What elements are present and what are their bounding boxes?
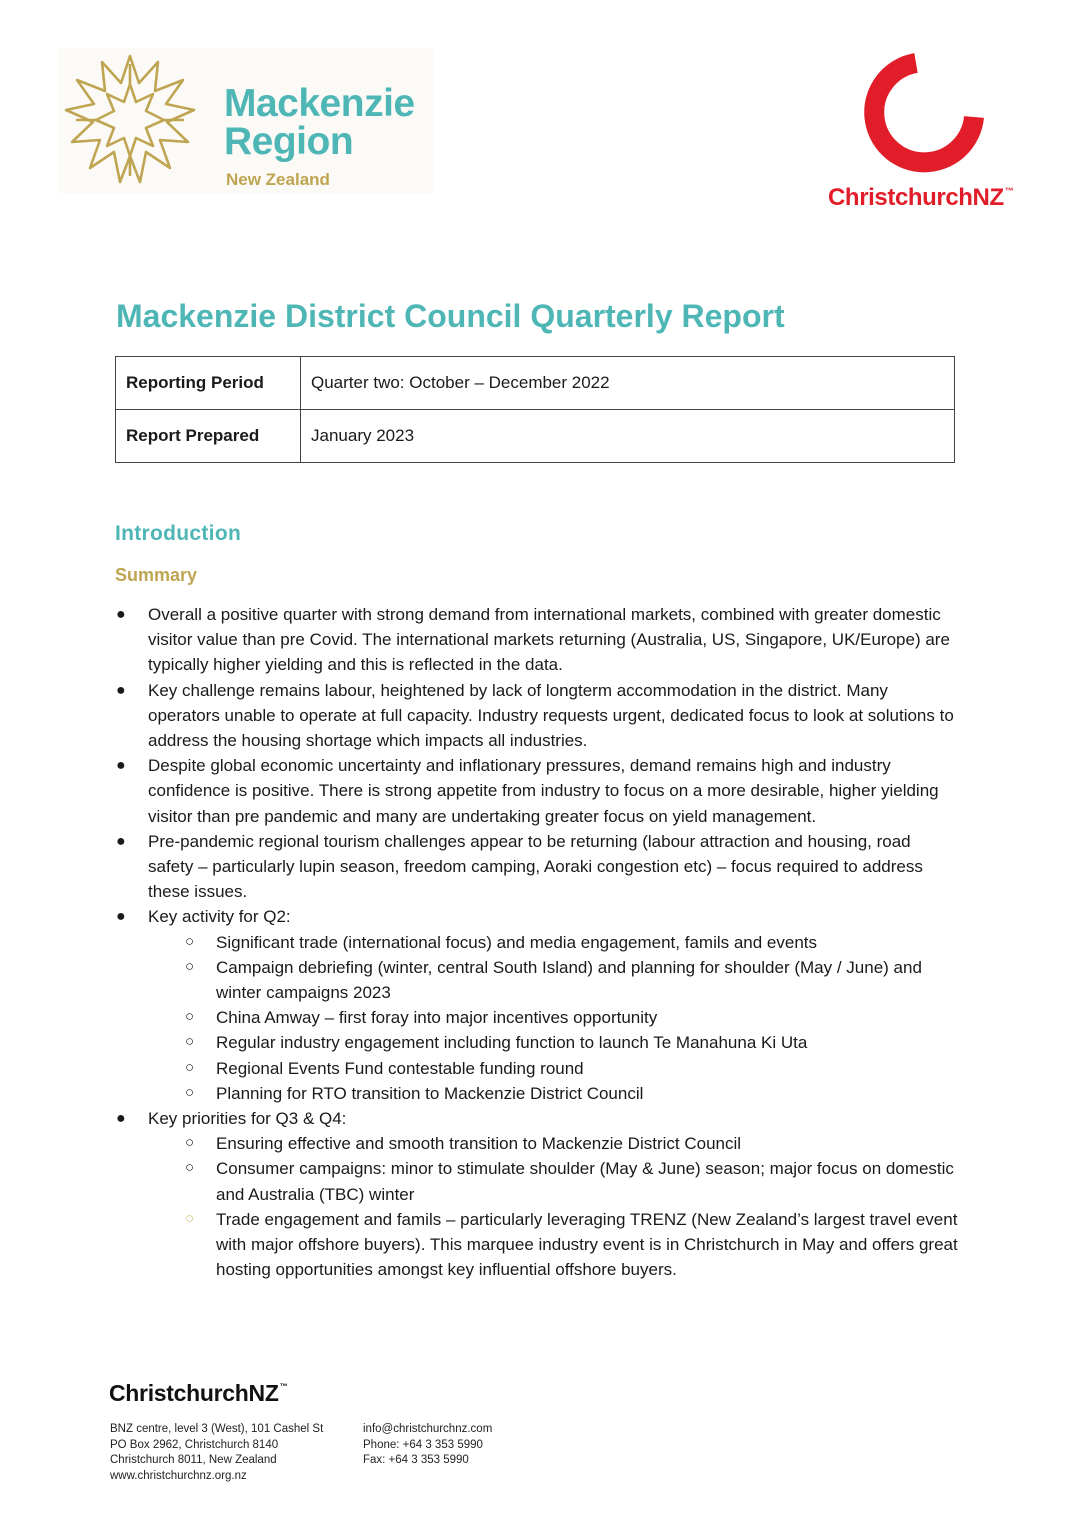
report-meta-table (115, 356, 955, 463)
bullet-icon: ● (116, 832, 126, 850)
summary-heading: Summary (115, 565, 198, 585)
sub-list-item: ○ Regional Events Fund contestable funding round (115, 1056, 960, 1081)
mackenzie-region-logo (58, 48, 433, 193)
list-item: ● Key activity for Q2: (115, 904, 960, 929)
sub-list-item: ○ Ensuring effective and smooth transition to Mackenzie District Council (115, 1131, 960, 1156)
circle-bullet-icon: ○ (185, 1008, 195, 1026)
report-prepared-label: Report Prepared (116, 410, 301, 463)
report-prepared-value: January 2023 (301, 410, 955, 463)
bullet-icon: ● (116, 681, 126, 699)
list-item: ● Key priorities for Q3 & Q4: (115, 1106, 960, 1131)
website-link[interactable]: www.christchurchnz.org.nz (110, 1469, 247, 1482)
bullet-icon: ● (116, 1110, 126, 1128)
introduction-heading: Introduction (115, 522, 242, 545)
bullet-icon: ● (116, 908, 126, 926)
sub-list-item: ○ Significant trade (international focus) and media engagement, famils and events (115, 930, 960, 955)
fax-text: Fax: +64 3 353 5990 (363, 1454, 469, 1466)
list-item: ● Key challenge remains labour, heightened by lack of longterm accommodation in the district. Many operators unable to operate at full capacity. Industry requests urgent, dedicated focus to look at solutions to address the housing shortage which impacts all industries. (115, 678, 960, 754)
logo-text-new-zealand: New Zealand (226, 170, 330, 189)
circle-bullet-icon: ○ (185, 1159, 195, 1177)
circle-bullet-icon: ○ (185, 1058, 195, 1076)
sub-list-item: ○ Regular industry engagement including function to launch Te Manahuna Ki Uta (115, 1030, 960, 1055)
sub-list-item: ○ Trade engagement and famils – particularly leveraging TRENZ (New Zealand’s largest travel event with major offshore buyers). This marquee industry event is in Christchurch in May and offers great hosting opportunities amongst key influential offshore buyers. (115, 1207, 960, 1283)
reporting-period-value: Quarter two: October – December 2022 (301, 357, 955, 410)
bullet-icon: ● (116, 757, 126, 775)
footer-contact (363, 1422, 492, 1469)
bullet-icon: ● (116, 606, 126, 623)
table-row (116, 357, 955, 410)
footer-address (110, 1422, 323, 1484)
circle-bullet-icon: ○ (185, 932, 195, 950)
reporting-period-label: Reporting Period (116, 357, 301, 410)
logo-text-region: Region (224, 120, 354, 163)
mackenzie-star-icon (60, 50, 200, 190)
list-item: ● Despite global economic uncertainty and inflationary pressures, demand remains high and industry confidence is positive. There is strong appetite from industry to focus on a more desirable, higher yielding visitor than pre pandemic and many are undertaking greater focus on yield management. (115, 753, 960, 829)
phone-text: Phone: +64 3 353 5990 (363, 1438, 483, 1451)
sub-list-item: ○ Campaign debriefing (winter, central South Island) and planning for shoulder (May / June) and winter campaigns 2023 (115, 955, 960, 1005)
circle-bullet-icon: ○ (185, 1134, 195, 1152)
sub-list-item: ○ Planning for RTO transition to Mackenzie District Council (115, 1081, 960, 1106)
sub-list-item: ○ China Amway – first foray into major incentives opportunity (115, 1005, 960, 1030)
logo-text-mackenzie: Mackenzie (224, 82, 415, 125)
christchurchnz-ring-icon (862, 45, 992, 175)
table-row (116, 410, 955, 463)
sub-list-item: ○ Consumer campaigns: minor to stimulate shoulder (May & June) season; major focus on domestic and Australia (TBC) winter (115, 1156, 960, 1206)
list-item: ● Pre-pandemic regional tourism challenges appear to be returning (labour attraction and housing, road safety – particularly lupin season, freedom camping, Aoraki congestion etc) – focus required to address these issues. (115, 829, 960, 905)
page-title: Mackenzie District Council Quarterly Report (116, 298, 785, 334)
email-link[interactable]: info@christchurchnz.com (363, 1423, 493, 1435)
circle-bullet-icon: ○ (185, 1083, 195, 1101)
address-line: BNZ centre, level 3 (West), 101 Cashel St (110, 1423, 324, 1435)
christchurchnz-logo (825, 45, 1040, 220)
summary-list (115, 602, 960, 1282)
address-line: Christchurch 8011, New Zealand (110, 1454, 277, 1466)
circle-bullet-icon: ○ (185, 1209, 195, 1227)
christchurchnz-wordmark: ChristchurchNZ™ (828, 184, 1014, 211)
circle-bullet-icon: ○ (185, 1033, 195, 1051)
address-line: PO Box 2962, Christchurch 8140 (110, 1438, 279, 1451)
list-item: ● Overall a positive quarter with strong demand from international markets, combined with greater domestic visitor value than pre Covid. The international markets returning (Australia, US, Singapore, UK/Europe) are typically higher yielding and this is reflected in the data. (115, 602, 960, 678)
circle-bullet-icon: ○ (185, 957, 195, 975)
footer-brand: ChristchurchNZ™ (109, 1380, 288, 1406)
